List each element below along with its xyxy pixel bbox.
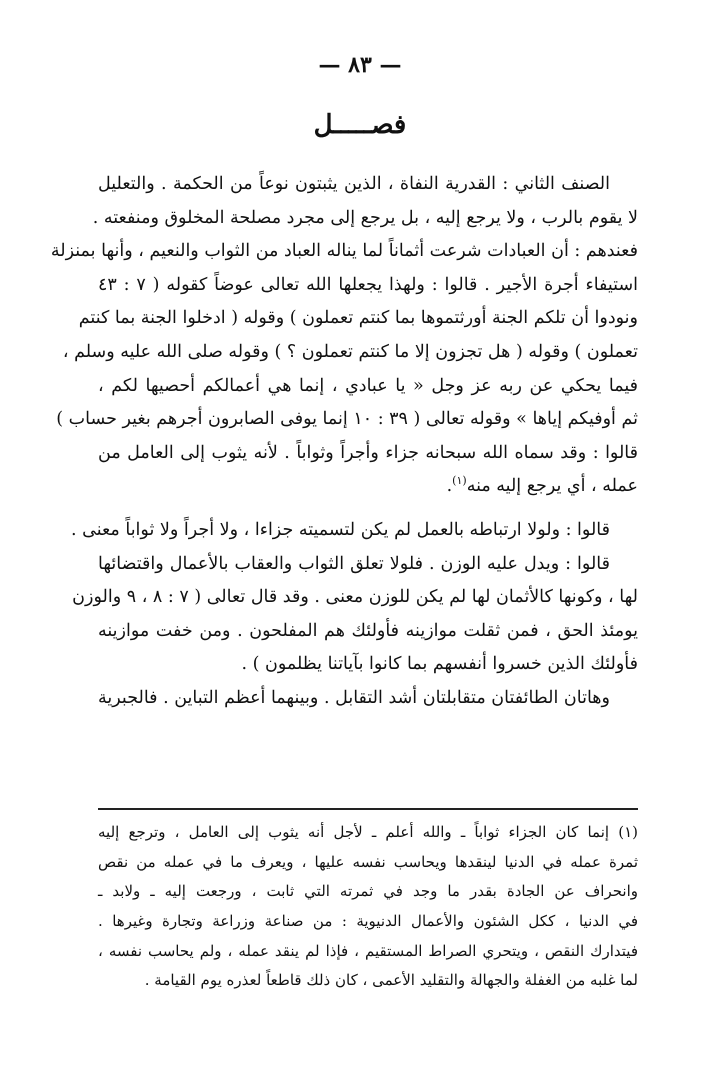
main-text (50, 168, 638, 716)
body-line: ثم أوفيكم إياها » وقوله تعالى ( ٣٩ : ١٠ إنما يوفى الصابرون أجرهم بغير حساب ) (56, 409, 638, 430)
footnote-separator (98, 808, 638, 810)
body-line: فعندهم : أن العبادات شرعت أثماناً لما يناله العباد من الثواب والنعيم ، وأنها بمنزلة (50, 241, 638, 262)
body-line: فيما يحكي عن ربه عز وجل « يا عبادي ، إنما هي أعمالكم أحصيها لكم ، (98, 375, 638, 396)
body-line: قالوا : ولولا ارتباطه بالعمل لم يكن لتسميته جزاءا ، ولا أجراً ولا ثواباً معنى . (70, 519, 610, 540)
body-line: لها ، وكونها كالأثمان لها لم يكن للوزن معنى . وقد قال تعالى ( ٧ : ٨ ، ٩ والوزن (72, 587, 638, 608)
footnote-line: لما غلبه من الغفلة والجهالة والتقليد الأعمى ، كان ذلك قاطعاً لعذره يوم القيامة . (144, 971, 638, 990)
footnote-line: في الدنيا ، ككل الشئون والأعمال الدنيوية : من صناعة وزراعة وتجارة وغيرها . (98, 912, 638, 931)
footnote (98, 818, 638, 996)
body-line: قالوا : ويدل عليه الوزن . فلولا تعلق الثواب والعقاب بالأعمال واقتضائها (98, 553, 610, 574)
body-line: ونودوا أن تلكم الجنة أورثتموها بما كنتم تعملون ) وقوله ( ادخلوا الجنة بما كنتم (78, 308, 638, 329)
footnote-reference: (١) (452, 474, 467, 488)
body-line: الصنف الثاني : القدرية النفاة ، الذين يثبتون نوعاً من الحكمة . والتعليل (98, 174, 610, 194)
section-heading: فصـــــل (313, 110, 407, 140)
footnote-line: (١) إنما كان الجزاء ثواباً ـ والله أعلم ـ لأجل أنه يثوب إلى العامل ، وترجع إليه (98, 823, 638, 841)
body-line: لا يقوم بالرب ، ولا يرجع إليه ، بل يرجع إلى مجرد مصلحة المخلوق ومنفعته . (92, 207, 638, 228)
page-number: — ٨٣ — (318, 52, 402, 78)
body-line: فأولئك الذين خسروا أنفسهم بما كانوا بآياتنا يظلمون ) . (241, 654, 638, 675)
body-line: تعملون ) وقوله ( هل تجزون إلا ما كنتم تعملون ؟ ) وقوله صلى الله عليه وسلم ، (62, 341, 638, 362)
footnote-line: ثمرة عمله في الدنيا لينقدها ويحاسب نفسه عليها ، ويعرف ما في عمله من نقص (98, 852, 638, 871)
body-line: وهاتان الطائفتان متقابلتان أشد التقابل . وبينهما أعظم التباين . فالجبرية (98, 687, 610, 708)
body-line-text: عمله ، أي يرجع إليه منه (466, 476, 638, 497)
footnote-line: وانحراف عن الجادة بقدر ما وجد في ثمرته التي ثابت ، ورجعت إليه ـ ولابد ـ (98, 882, 638, 901)
body-line: قالوا : وقد سماه الله سبحانه جزاء وأجراً وثواباً . لأنه يثوب إلى العامل من (98, 442, 638, 463)
line-end-period: . (446, 476, 453, 497)
body-line: يومئذ الحق ، فمن ثقلت موازينه فأولئك هم المفلحون . ومن خفت موازينه (98, 620, 638, 641)
body-line-with-footnote-ref (98, 470, 638, 504)
footnote-line: فيتدارك النقص ، ويتحري الصراط المستقيم ، فإذا لم ينقد عمله ، ولم يحاسب نفسه ، (98, 941, 638, 960)
body-line: استيفاء أجرة الأجير . قالوا : ولهذا يجعلها الله تعالى عوضاً كقوله ( ٧ : ٤٣ (98, 274, 638, 295)
